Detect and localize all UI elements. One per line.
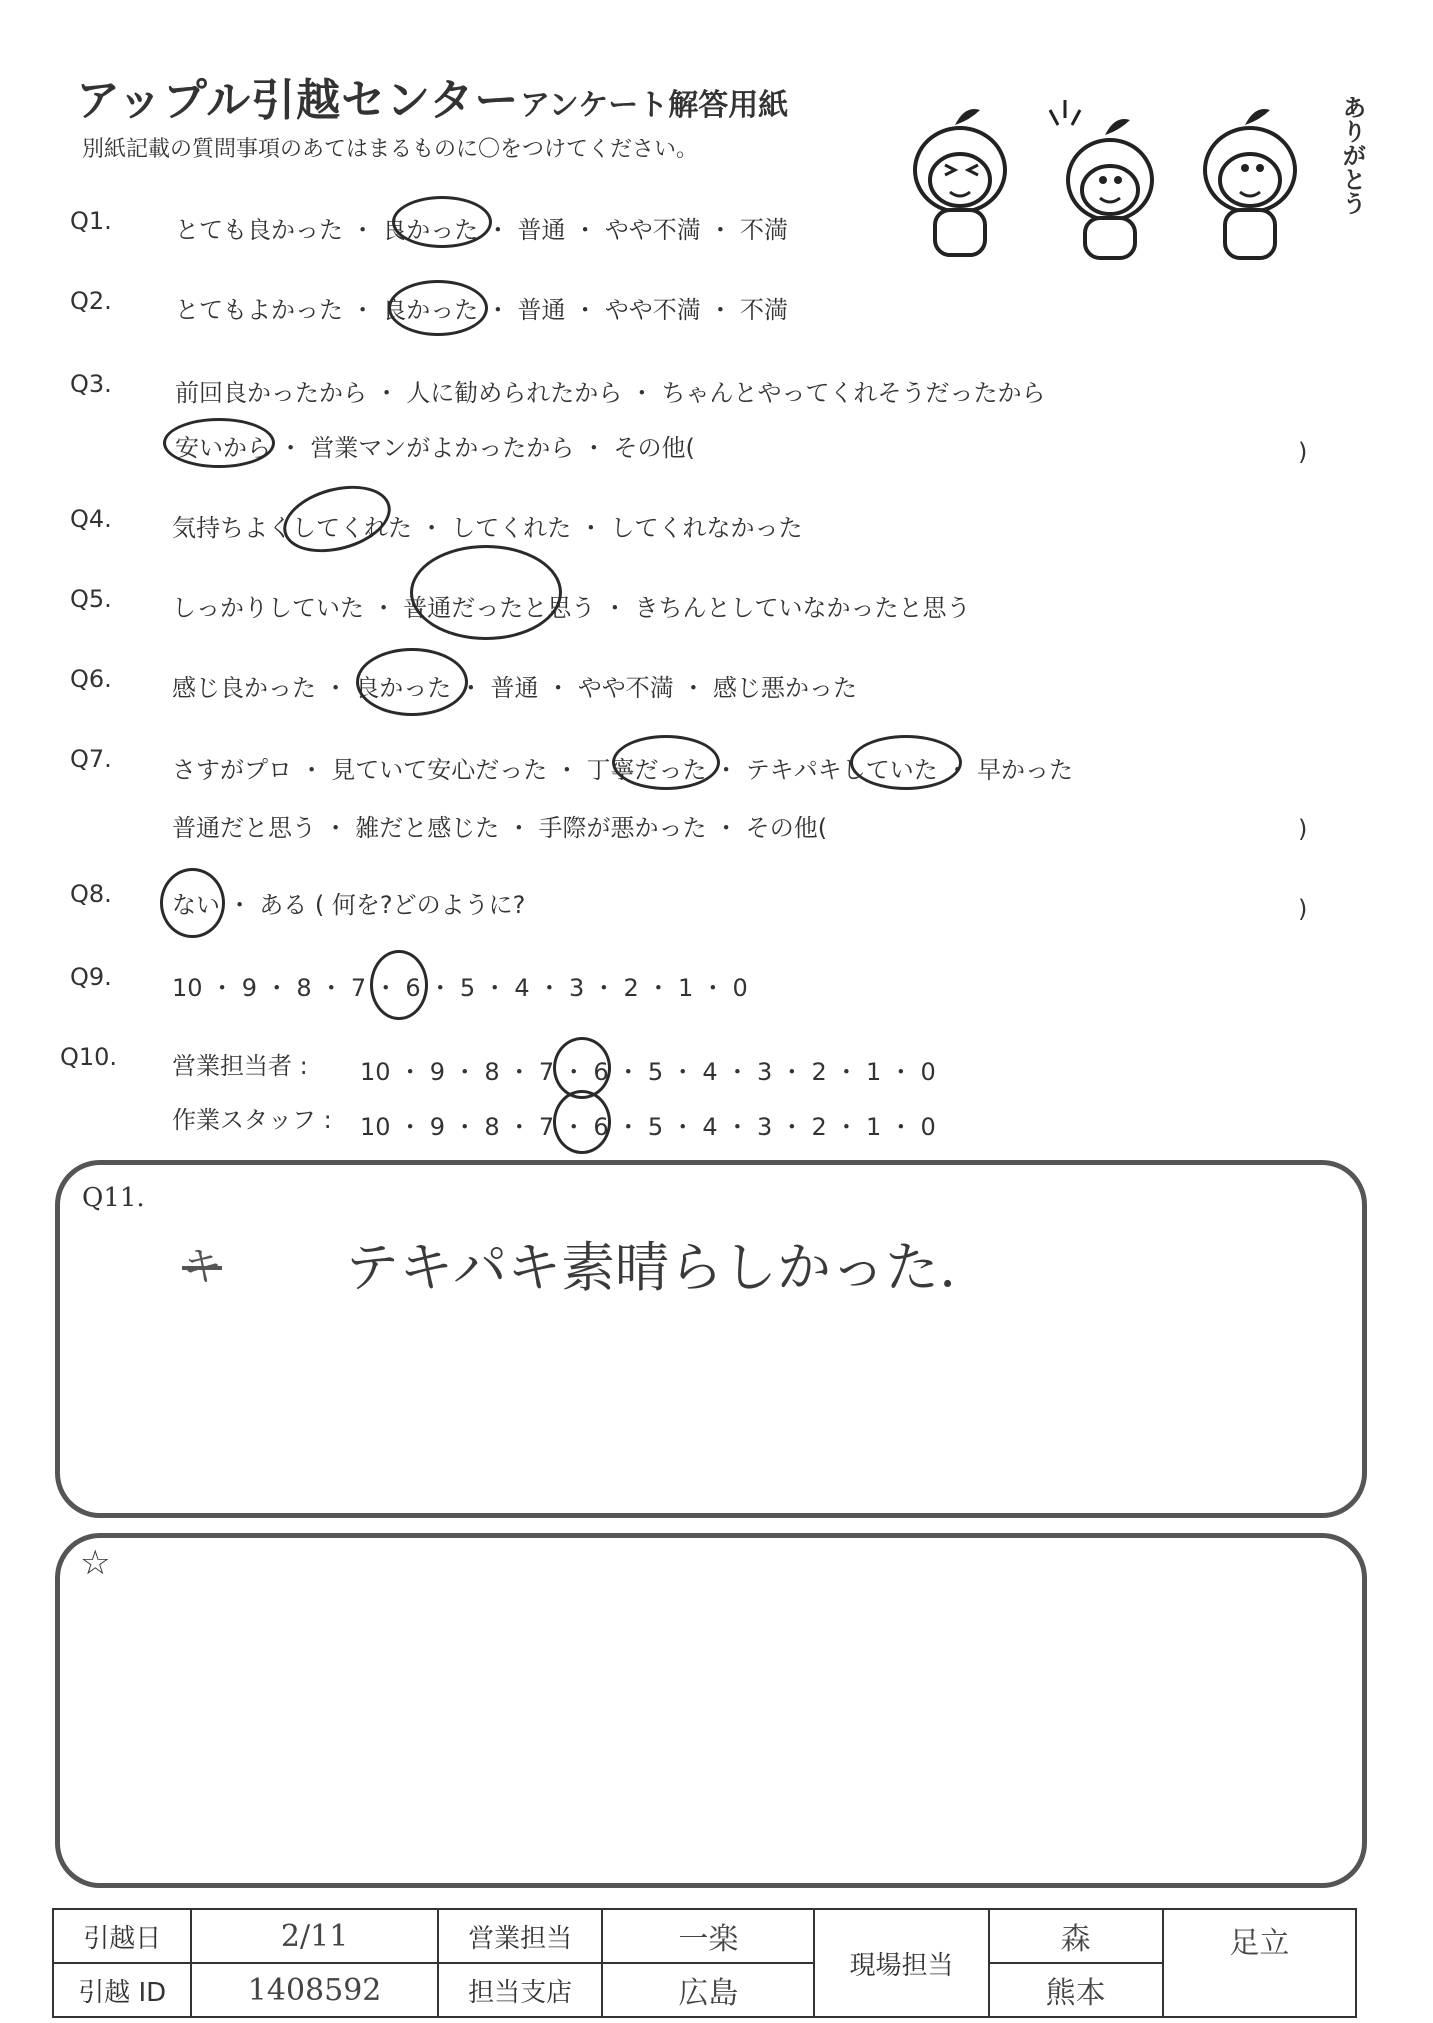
q7-close-paren: ) [1298,815,1308,843]
q1-label: Q1. [70,207,112,235]
q6-answer-circle [356,648,468,716]
q7-answer-circle-1 [612,735,720,790]
move-date-value: 2/11 [191,1909,437,1963]
company-name: アップル引越センター [76,75,520,126]
q8-label: Q8. [70,880,112,908]
q8-close-paren: ) [1298,895,1308,923]
q2-label: Q2. [70,287,112,315]
site-staff-value-3: 熊本 [989,1963,1163,2017]
q5-answer-circle [410,545,562,640]
q8-answer-circle [160,868,225,938]
branch-value: 広島 [602,1963,814,2017]
q3-options-line2: 安いから ・ 営業マンがよかったから ・ その他( [175,434,695,462]
q3-answer-circle [163,418,275,468]
q5-options: しっかりしていた ・ 普通だったと思う ・ きちんとしていなかったと思う [172,594,971,622]
q1-answer-circle [392,196,492,248]
q6-label: Q6. [70,665,112,693]
move-id-label: 引越 ID [53,1963,191,2017]
sales-person-value: 一楽 [602,1909,814,1963]
free-comment-box [55,1533,1367,1888]
q8-options: ない ・ ある ( 何を?どのように? [172,891,526,919]
q9-options: 10 ・ 9 ・ 8 ・ 7 ・ 6 ・ 5 ・ 4 ・ 3 ・ 2 ・ 1 ・ 0 [172,974,748,1002]
q11-crossed-out-mark: キ [182,1244,222,1290]
q7-options-line1: さすがプロ ・ 見ていて安心だった ・ 丁寧だった ・ テキパキしていた ・ 早かった [172,756,1074,784]
q4-answer-circle [276,475,398,563]
q10-sales-options: 10 ・ 9 ・ 8 ・ 7 ・ 6 ・ 5 ・ 4 ・ 3 ・ 2 ・ 1 ・ 0 [360,1058,936,1086]
q9-answer-circle [370,950,428,1020]
move-date-label: 引越日 [53,1909,191,1963]
q7-answer-circle-2 [850,735,962,790]
footer-info-table [52,1908,1357,2018]
form-title: アンケート解答用紙 [520,88,789,123]
q6-options: 感じ良かった ・ 良かった ・ 普通 ・ やや不満 ・ 感じ悪かった [172,674,858,702]
q11-comment: テキパキ素晴らしかった. [345,1236,957,1299]
q10-staff-answer-circle [553,1090,611,1154]
q1-options: とても良かった ・ 良かった ・ 普通 ・ やや不満 ・ 不満 [175,216,789,244]
q3-label: Q3. [70,370,112,398]
site-staff-value-2: 足立 [1163,1909,1356,2017]
star-icon: ☆ [80,1543,111,1583]
q10-staff-options: 10 ・ 9 ・ 8 ・ 7 ・ 6 ・ 5 ・ 4 ・ 3 ・ 2 ・ 1 ・ 0 [360,1113,936,1141]
q4-label: Q4. [70,505,112,533]
instruction-text: 別紙記載の質問事項のあてはまるものに〇をつけてください。 [82,137,699,162]
q9-label: Q9. [70,963,112,991]
monkey-mascots-illustration [900,80,1360,260]
site-staff-label: 現場担当 [814,1909,988,2017]
q3-options-line1: 前回良かったから ・ 人に勧められたから ・ ちゃんとやってくれそうだったから [175,379,1046,407]
q3-close-paren: ) [1298,438,1308,466]
q4-options: 気持ちよくしてくれた ・ してくれた ・ してくれなかった [172,514,803,542]
site-staff-value-1: 森 [989,1909,1163,1963]
q7-label: Q7. [70,745,112,773]
q11-label: Q11. [82,1183,145,1213]
move-id-value: 1408592 [191,1963,437,2017]
q11-comment-box [55,1160,1367,1518]
q10-staff-label: 作業スタッフ : [172,1106,332,1134]
sales-person-label: 営業担当 [438,1909,603,1963]
q10-sales-label: 営業担当者 : [172,1052,308,1080]
q5-label: Q5. [70,585,112,613]
thank-you-text: ありがとう [1338,95,1366,215]
q2-options: とてもよかった ・ 良かった ・ 普通 ・ やや不満 ・ 不満 [175,296,789,324]
q10-label: Q10. [60,1043,118,1071]
branch-label: 担当支店 [438,1963,603,2017]
q2-answer-circle [388,280,488,336]
q7-options-line2: 普通だと思う ・ 雑だと感じた ・ 手際が悪かった ・ その他( [172,814,828,842]
